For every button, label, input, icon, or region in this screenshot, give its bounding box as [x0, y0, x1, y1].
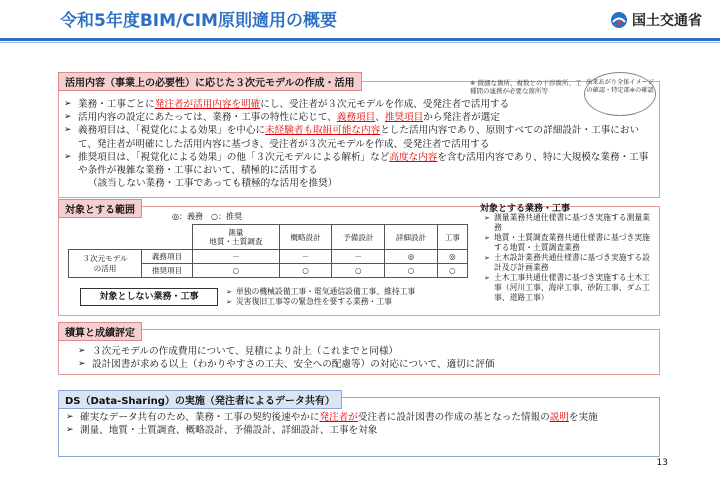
- cell: ○: [385, 264, 438, 278]
- header-divider: [0, 38, 720, 41]
- scope-table-header: [69, 225, 468, 250]
- list-item: ➢ 災害復旧工事等の緊急性を要する業務・工事: [226, 297, 466, 307]
- usage-bullet-2: ➢ 活用内容の設定にあたっては、業務・工事の特性に応じて、義務項目、推奨項目から発注者が選定: [64, 111, 654, 124]
- col-detailed-design: 詳細設計: [385, 225, 438, 250]
- page-number: 13: [656, 458, 668, 468]
- ds-bullet-2: ➢ 測量、地質・土質調査、概略設計、予備設計、詳細設計、工事を対象: [66, 424, 652, 437]
- usage-bullet-3: ➢ 義務項目は、「視覚化による効果」を中心に未経験者も取組可能な内容とした活用内容であり、原則すべての詳細設計・工事において、発注者が明確にした活用内容に基づき、受注者が３次元モデルを作成、受発注者で活用する: [64, 124, 654, 150]
- page-title: 令和5年度BIM/CIM原則適用の概要: [60, 11, 337, 31]
- section-usage-note: ※ 微細な箇所、複数との干渉箇所、工種間の連携が必要な箇所等: [470, 79, 582, 95]
- logo-text: 国土交通省: [632, 13, 702, 29]
- cell: ◎: [437, 250, 467, 264]
- section-cost-body: [78, 345, 638, 371]
- cost-bullet-2: ➢ 設計図書が求める以上（わかりやすさの工夫、安全への配慮等）の対応について、適切に評価: [78, 358, 638, 371]
- section-usage-heading: 活用内容（事業上の必要性）に応じた３次元モデルの作成・活用: [58, 72, 362, 91]
- col-preliminary-design: 予備設計: [332, 225, 385, 250]
- row-label-mandatory: 義務項目: [142, 250, 193, 264]
- col-outline-design: 概略設計: [279, 225, 332, 250]
- excluded-list: [226, 287, 466, 307]
- cell: ◎: [385, 250, 438, 264]
- cell: ○: [332, 264, 385, 278]
- target-list: [484, 213, 654, 303]
- cell: －: [279, 250, 332, 264]
- list-item: ➢ 単独の機械設備工事・電気通信設備工事、維持工事: [226, 287, 466, 297]
- col-construction: 工事: [437, 225, 467, 250]
- row-label-recommended: 推奨項目: [142, 264, 193, 278]
- scope-table: [68, 224, 468, 278]
- excluded-label: 対象としない業務・工事: [80, 288, 218, 306]
- section-scope-heading: 対象とする範囲: [58, 199, 142, 218]
- ds-bullet-1: ➢ 確実なデータ共有のため、業務・工事の契約後速やかに発注者が受注者に設計図書の作成の基となった情報の説明を実施: [66, 411, 652, 424]
- mlit-logo: [610, 10, 702, 30]
- list-item: ➢ 土木設計業務共通仕様書に基づき実施する設計及び計画業務: [484, 253, 654, 273]
- section-usage-body: [64, 98, 654, 190]
- row-group-label: ３次元モデル の活用: [69, 250, 142, 278]
- section-ds-heading: DS（Data-Sharing）の実施（発注者によるデータ共有）: [58, 390, 342, 409]
- list-item: ➢ 地質・土質調査業務共通仕様書に基づき実施する地質・土質調査業務: [484, 233, 654, 253]
- scope-table-corner: [69, 225, 193, 250]
- scope-legend: ◎：義務 ○：推奨: [172, 212, 242, 221]
- cost-bullet-1: ➢ ３次元モデルの作成費用について、見積により計上（これまでと同様）: [78, 345, 638, 358]
- section-cost-heading: 積算と成績評定: [58, 322, 142, 341]
- cell: －: [332, 250, 385, 264]
- cell: －: [193, 250, 280, 264]
- table-row: [69, 250, 468, 264]
- usage-bullet-4-sub: （該当しない業務・工事であっても積極的な活用を推奨）: [88, 178, 338, 190]
- section-ds-body: [66, 411, 652, 437]
- list-item: ➢ 測量業務共通仕様書に基づき実施する測量業務: [484, 213, 654, 233]
- col-survey: 測量 地質・土質調査: [193, 225, 280, 250]
- cell: ○: [279, 264, 332, 278]
- usage-bullet-4: ➢ 推奨項目は、「視覚化による効果」の他「３次元モデルによる解析」など高度な内容を含む活用内容であり、特に大規模な業務・工事や条件が複雑な業務・工事において、積極的に活用する: [64, 151, 654, 177]
- target-title: 対象とする業務・工事: [480, 204, 571, 214]
- visualization-callout: 出来あがり全体イメージの確認・特定部※の確認: [584, 72, 656, 116]
- list-item: ➢ 土木工事共通仕様書に基づき実施する土木工事（河川工事、海岸工事、砂防工事、ダム工事、道路工事）: [484, 273, 654, 303]
- cell: ○: [437, 264, 467, 278]
- cell: ○: [193, 264, 280, 278]
- mlit-logo-icon: [610, 11, 628, 29]
- usage-bullet-1: ➢ 業務・工事ごとに発注者が活用内容を明確にし、受注者が３次元モデルを作成、受発注者で活用する: [64, 98, 654, 111]
- header-divider-thin: [0, 42, 720, 43]
